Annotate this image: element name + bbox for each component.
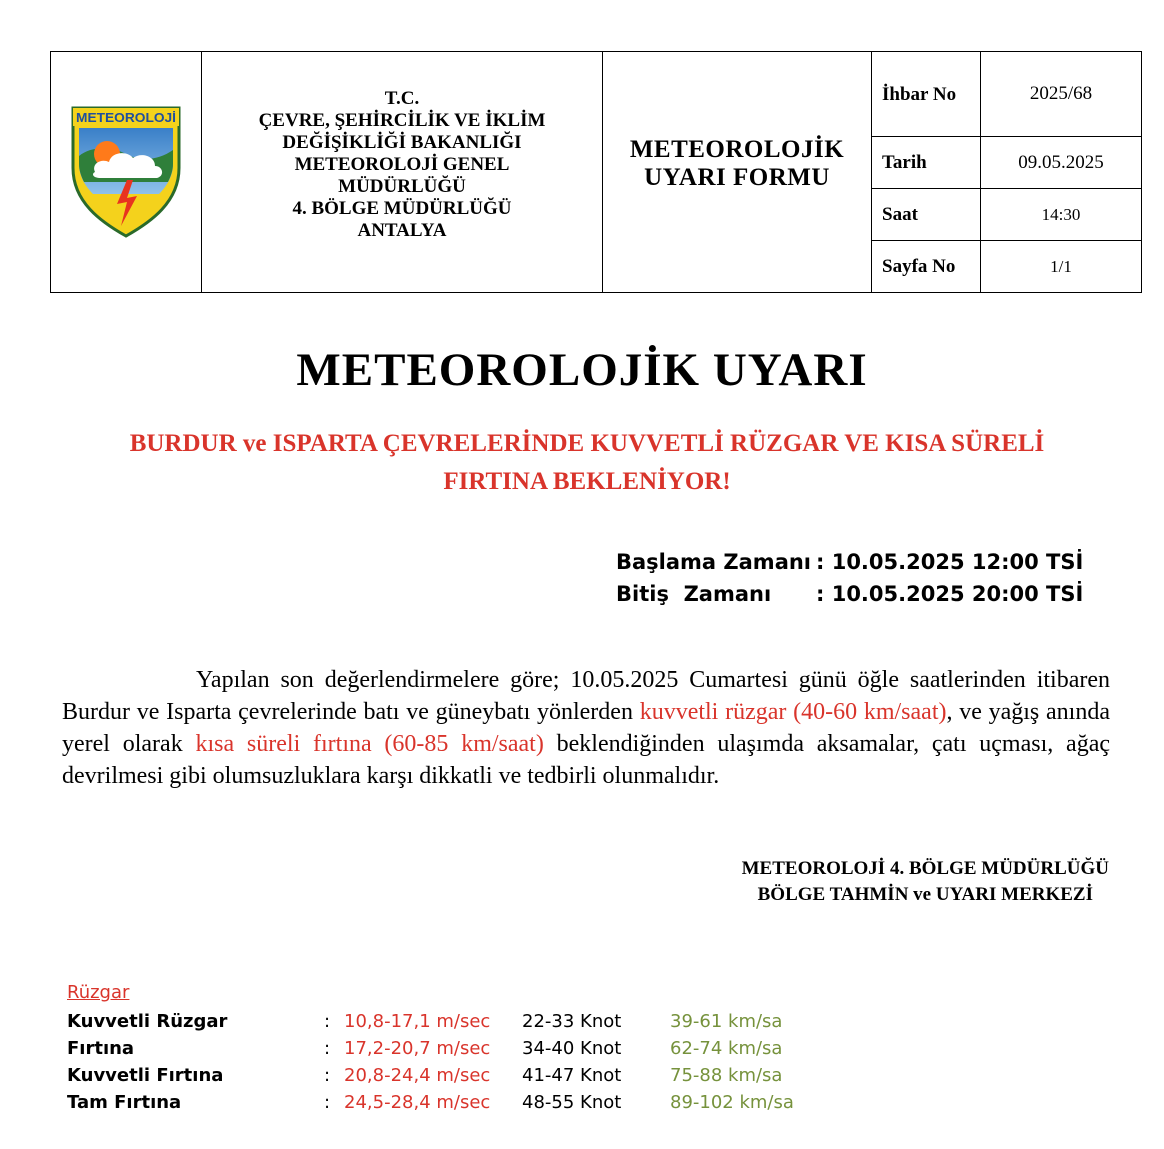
organization-cell bbox=[202, 52, 603, 293]
signature-block bbox=[742, 856, 1109, 908]
end-time-label: Bitiş Zamanı bbox=[616, 582, 772, 606]
body-text: , ve yağış anında yerel olarak bbox=[62, 699, 1110, 757]
validity-times bbox=[616, 546, 1083, 610]
org-line: ANTALYA bbox=[357, 220, 447, 241]
legend-ms: 20,8-24,4 m/sec bbox=[344, 1065, 491, 1086]
legend-kmh: 62-74 km/sa bbox=[670, 1038, 783, 1059]
short-storm-highlight: kısa süreli fırtına (60-85 km/saat) bbox=[195, 731, 544, 757]
legend-kmh: 39-61 km/sa bbox=[670, 1011, 783, 1032]
date-value: 09.05.2025 bbox=[981, 137, 1142, 189]
legend-category: Kuvvetli Rüzgar bbox=[67, 1011, 228, 1032]
legend-category: Kuvvetli Fırtına bbox=[67, 1065, 224, 1086]
time-value: 14:30 bbox=[981, 189, 1142, 241]
legend-row bbox=[67, 1062, 783, 1089]
signature-line: METEOROLOJİ 4. BÖLGE MÜDÜRLÜĞÜ bbox=[741, 858, 1109, 879]
subtitle-line: BURDUR ve ISPARTA ÇEVRELERİNDE KUVVETLİ RÜZGAR VE KISA SÜRELİ bbox=[129, 430, 1045, 457]
legend-knot: 34-40 Knot bbox=[522, 1038, 622, 1059]
legend-ms: 10,8-17,1 m/sec bbox=[344, 1011, 491, 1032]
legend-kmh: 75-88 km/sa bbox=[670, 1065, 783, 1086]
date-label: Tarih bbox=[872, 137, 981, 189]
legend-heading: Rüzgar bbox=[67, 982, 130, 1003]
legend-row bbox=[67, 1008, 783, 1035]
notice-no-label: İhbar No bbox=[872, 52, 981, 137]
subtitle-line: FIRTINA BEKLENİYOR! bbox=[443, 468, 731, 495]
form-title-line: UYARI FORMU bbox=[644, 164, 830, 191]
legend-category: Fırtına bbox=[67, 1038, 135, 1059]
time-label: Saat bbox=[872, 189, 981, 241]
body-text: Yapılan son değerlendirmelere göre; 10.05.2025 Cumartesi günü öğle saatlerinden itibaren Burdur ve Isparta çevrelerinde batı ve güneybatı yönlerden bbox=[62, 667, 1110, 725]
page-no-value: 1/1 bbox=[981, 241, 1142, 293]
notice-no-value: 2025/68 bbox=[981, 52, 1142, 137]
end-time-row bbox=[616, 578, 1083, 610]
legend-knot: 41-47 Knot bbox=[522, 1065, 622, 1086]
page-no-label: Sayfa No bbox=[872, 241, 981, 293]
wind-legend bbox=[67, 980, 794, 1116]
org-line: MÜDÜRLÜĞÜ bbox=[338, 176, 466, 197]
org-line: DEĞİŞİKLİĞİ BAKANLIĞI bbox=[282, 132, 522, 153]
legend-row bbox=[67, 1035, 783, 1062]
warning-subtitle bbox=[60, 425, 1114, 501]
org-line: T.C. bbox=[384, 88, 420, 109]
legend-kmh: 89-102 km/sa bbox=[670, 1092, 794, 1113]
form-title-cell bbox=[603, 52, 872, 293]
signature-line: BÖLGE TAHMİN ve UYARI MERKEZİ bbox=[757, 884, 1093, 905]
legend-knot: 22-33 Knot bbox=[522, 1011, 622, 1032]
form-title-line: METEOROLOJİK bbox=[629, 136, 845, 163]
legend-colon: : bbox=[324, 1092, 331, 1113]
org-line: METEOROLOJİ GENEL bbox=[294, 154, 510, 175]
header-table bbox=[50, 51, 1142, 293]
legend-colon: : bbox=[324, 1065, 331, 1086]
start-time-label: Başlama Zamanı bbox=[616, 550, 812, 574]
page-title: METEOROLOJİK UYARI bbox=[296, 344, 868, 396]
org-line: 4. BÖLGE MÜDÜRLÜĞÜ bbox=[292, 198, 512, 219]
logo-text: METEOROLOJİ bbox=[76, 110, 176, 125]
body-text: beklendiğinden ulaşımda aksamalar, çatı uçması, ağaç devrilmesi gibi olumsuzluklara karşı dikkatli ve tedbirli olunmalıdır. bbox=[62, 731, 1110, 789]
legend-category: Tam Fırtına bbox=[67, 1092, 182, 1113]
start-time-row bbox=[616, 546, 1083, 578]
legend-ms: 24,5-28,4 m/sec bbox=[344, 1092, 491, 1113]
legend-row bbox=[67, 1089, 794, 1116]
meteoroloji-logo-icon bbox=[71, 106, 181, 238]
warning-body bbox=[62, 664, 1110, 792]
legend-colon: : bbox=[324, 1011, 331, 1032]
legend-knot: 48-55 Knot bbox=[522, 1092, 622, 1113]
strong-wind-highlight: kuvvetli rüzgar (40-60 km/saat) bbox=[639, 699, 947, 725]
start-time-value: : 10.05.2025 12:00 TSİ bbox=[816, 550, 1084, 574]
legend-colon: : bbox=[324, 1038, 331, 1059]
logo-cell bbox=[51, 52, 202, 293]
org-line: ÇEVRE, ŞEHİRCİLİK VE İKLİM bbox=[258, 110, 546, 131]
legend-ms: 17,2-20,7 m/sec bbox=[344, 1038, 491, 1059]
end-time-value: : 10.05.2025 20:00 TSİ bbox=[816, 582, 1084, 606]
